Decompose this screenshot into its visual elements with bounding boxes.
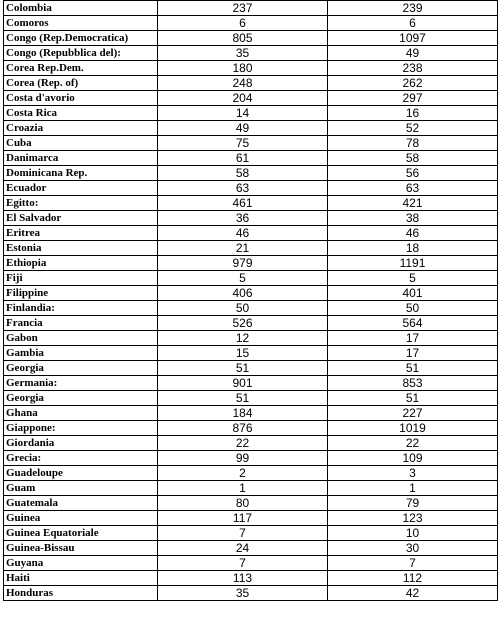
- first-value-cell: 180: [158, 61, 328, 76]
- second-value-cell: 112: [328, 571, 498, 586]
- table-row: [4, 406, 498, 421]
- second-value-cell: 51: [328, 361, 498, 376]
- table-row: [4, 466, 498, 481]
- first-value-cell: 805: [158, 31, 328, 46]
- second-value-cell: 18: [328, 241, 498, 256]
- table-row: [4, 436, 498, 451]
- country-name-cell: Danimarca: [4, 151, 158, 166]
- country-name-cell: Francia: [4, 316, 158, 331]
- table-row: [4, 541, 498, 556]
- first-value-cell: 15: [158, 346, 328, 361]
- first-value-cell: 35: [158, 586, 328, 601]
- second-value-cell: 1097: [328, 31, 498, 46]
- first-value-cell: 36: [158, 211, 328, 226]
- table-row: [4, 511, 498, 526]
- country-name-cell: Fiji: [4, 271, 158, 286]
- second-value-cell: 297: [328, 91, 498, 106]
- second-value-cell: 227: [328, 406, 498, 421]
- first-value-cell: 51: [158, 361, 328, 376]
- first-value-cell: 63: [158, 181, 328, 196]
- country-name-cell: Costa Rica: [4, 106, 158, 121]
- table-row: [4, 241, 498, 256]
- first-value-cell: 75: [158, 136, 328, 151]
- table-row: [4, 106, 498, 121]
- second-value-cell: 7: [328, 556, 498, 571]
- country-name-cell: Dominicana Rep.: [4, 166, 158, 181]
- country-name-cell: Corea (Rep. of): [4, 76, 158, 91]
- first-value-cell: 901: [158, 376, 328, 391]
- country-name-cell: Eritrea: [4, 226, 158, 241]
- table-row: [4, 526, 498, 541]
- country-name-cell: Corea Rep.Dem.: [4, 61, 158, 76]
- country-name-cell: Guadeloupe: [4, 466, 158, 481]
- first-value-cell: 22: [158, 436, 328, 451]
- second-value-cell: 564: [328, 316, 498, 331]
- first-value-cell: 876: [158, 421, 328, 436]
- second-value-cell: 401: [328, 286, 498, 301]
- first-value-cell: 526: [158, 316, 328, 331]
- country-data-table: [3, 0, 498, 601]
- second-value-cell: 5: [328, 271, 498, 286]
- country-name-cell: Comoros: [4, 16, 158, 31]
- table-row: [4, 121, 498, 136]
- table-row: [4, 151, 498, 166]
- country-name-cell: Guinea: [4, 511, 158, 526]
- table-row: [4, 481, 498, 496]
- table-row: [4, 31, 498, 46]
- country-name-cell: Gambia: [4, 346, 158, 361]
- second-value-cell: 239: [328, 1, 498, 16]
- country-name-cell: Georgia: [4, 391, 158, 406]
- second-value-cell: 46: [328, 226, 498, 241]
- second-value-cell: 1: [328, 481, 498, 496]
- table-row: [4, 331, 498, 346]
- first-value-cell: 113: [158, 571, 328, 586]
- table-row: [4, 91, 498, 106]
- country-name-cell: Guinea-Bissau: [4, 541, 158, 556]
- country-name-cell: Egitto:: [4, 196, 158, 211]
- table-row: [4, 286, 498, 301]
- country-name-cell: Congo (Repubblica del):: [4, 46, 158, 61]
- country-name-cell: Cuba: [4, 136, 158, 151]
- country-name-cell: Estonia: [4, 241, 158, 256]
- country-name-cell: Guyana: [4, 556, 158, 571]
- first-value-cell: 21: [158, 241, 328, 256]
- table-row: [4, 226, 498, 241]
- table-row: [4, 376, 498, 391]
- first-value-cell: 7: [158, 526, 328, 541]
- second-value-cell: 38: [328, 211, 498, 226]
- first-value-cell: 204: [158, 91, 328, 106]
- country-name-cell: Ghana: [4, 406, 158, 421]
- second-value-cell: 78: [328, 136, 498, 151]
- second-value-cell: 56: [328, 166, 498, 181]
- table-row: [4, 271, 498, 286]
- table-row: [4, 61, 498, 76]
- second-value-cell: 52: [328, 121, 498, 136]
- first-value-cell: 51: [158, 391, 328, 406]
- country-name-cell: Finlandia:: [4, 301, 158, 316]
- second-value-cell: 17: [328, 331, 498, 346]
- country-name-cell: Guatemala: [4, 496, 158, 511]
- second-value-cell: 262: [328, 76, 498, 91]
- country-name-cell: Costa d'avorio: [4, 91, 158, 106]
- first-value-cell: 50: [158, 301, 328, 316]
- first-value-cell: 99: [158, 451, 328, 466]
- first-value-cell: 184: [158, 406, 328, 421]
- second-value-cell: 123: [328, 511, 498, 526]
- table-row: [4, 196, 498, 211]
- first-value-cell: 12: [158, 331, 328, 346]
- table-row: [4, 181, 498, 196]
- first-value-cell: 2: [158, 466, 328, 481]
- first-value-cell: 117: [158, 511, 328, 526]
- country-name-cell: Germania:: [4, 376, 158, 391]
- country-name-cell: Grecia:: [4, 451, 158, 466]
- country-name-cell: Croazia: [4, 121, 158, 136]
- second-value-cell: 238: [328, 61, 498, 76]
- table-row: [4, 556, 498, 571]
- table-row: [4, 361, 498, 376]
- first-value-cell: 80: [158, 496, 328, 511]
- table-row: [4, 391, 498, 406]
- table-row: [4, 211, 498, 226]
- first-value-cell: 24: [158, 541, 328, 556]
- second-value-cell: 22: [328, 436, 498, 451]
- first-value-cell: 237: [158, 1, 328, 16]
- table-row: [4, 496, 498, 511]
- second-value-cell: 58: [328, 151, 498, 166]
- country-name-cell: Congo (Rep.Democratica): [4, 31, 158, 46]
- second-value-cell: 42: [328, 586, 498, 601]
- table-row: [4, 136, 498, 151]
- country-name-cell: Filippine: [4, 286, 158, 301]
- table-row: [4, 316, 498, 331]
- second-value-cell: 63: [328, 181, 498, 196]
- country-name-cell: Giappone:: [4, 421, 158, 436]
- second-value-cell: 50: [328, 301, 498, 316]
- country-name-cell: Haiti: [4, 571, 158, 586]
- table-row: [4, 256, 498, 271]
- table-row: [4, 346, 498, 361]
- table-body: [4, 1, 498, 601]
- table-row: [4, 421, 498, 436]
- second-value-cell: 109: [328, 451, 498, 466]
- table-row: [4, 301, 498, 316]
- first-value-cell: 248: [158, 76, 328, 91]
- second-value-cell: 10: [328, 526, 498, 541]
- table-row: [4, 586, 498, 601]
- country-name-cell: El Salvador: [4, 211, 158, 226]
- second-value-cell: 16: [328, 106, 498, 121]
- country-name-cell: Colombia: [4, 1, 158, 16]
- first-value-cell: 61: [158, 151, 328, 166]
- country-name-cell: Gabon: [4, 331, 158, 346]
- second-value-cell: 6: [328, 16, 498, 31]
- second-value-cell: 51: [328, 391, 498, 406]
- table-row: [4, 451, 498, 466]
- first-value-cell: 46: [158, 226, 328, 241]
- country-name-cell: Georgia: [4, 361, 158, 376]
- first-value-cell: 35: [158, 46, 328, 61]
- second-value-cell: 17: [328, 346, 498, 361]
- country-name-cell: Giordania: [4, 436, 158, 451]
- table-row: [4, 46, 498, 61]
- first-value-cell: 1: [158, 481, 328, 496]
- first-value-cell: 58: [158, 166, 328, 181]
- country-name-cell: Guam: [4, 481, 158, 496]
- second-value-cell: 1191: [328, 256, 498, 271]
- table-row: [4, 76, 498, 91]
- first-value-cell: 406: [158, 286, 328, 301]
- table-row: [4, 571, 498, 586]
- table-row: [4, 1, 498, 16]
- table-row: [4, 166, 498, 181]
- country-name-cell: Ethiopia: [4, 256, 158, 271]
- data-table-container: [3, 0, 497, 601]
- first-value-cell: 49: [158, 121, 328, 136]
- second-value-cell: 421: [328, 196, 498, 211]
- first-value-cell: 6: [158, 16, 328, 31]
- first-value-cell: 461: [158, 196, 328, 211]
- country-name-cell: Ecuador: [4, 181, 158, 196]
- second-value-cell: 3: [328, 466, 498, 481]
- first-value-cell: 979: [158, 256, 328, 271]
- country-name-cell: Honduras: [4, 586, 158, 601]
- first-value-cell: 5: [158, 271, 328, 286]
- second-value-cell: 49: [328, 46, 498, 61]
- country-name-cell: Guinea Equatoriale: [4, 526, 158, 541]
- second-value-cell: 1019: [328, 421, 498, 436]
- first-value-cell: 7: [158, 556, 328, 571]
- second-value-cell: 853: [328, 376, 498, 391]
- first-value-cell: 14: [158, 106, 328, 121]
- table-row: [4, 16, 498, 31]
- second-value-cell: 79: [328, 496, 498, 511]
- second-value-cell: 30: [328, 541, 498, 556]
